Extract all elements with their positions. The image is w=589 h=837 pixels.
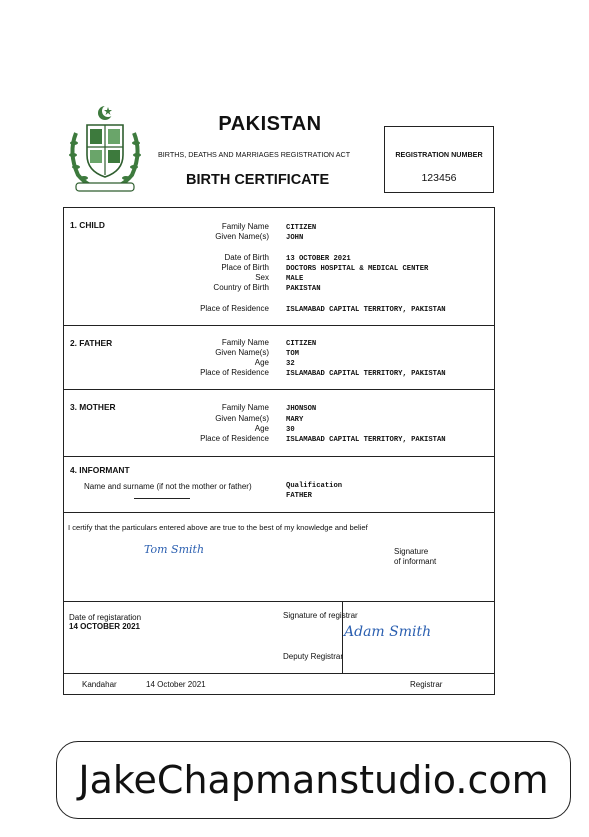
mother-age: 30 xyxy=(286,426,295,434)
father-age: 32 xyxy=(286,360,295,368)
child-dob-label: Date of Birth xyxy=(224,253,269,262)
child-dob: 13 OCTOBER 2021 xyxy=(286,255,351,263)
mother-family-name-label: Family Name xyxy=(221,403,269,412)
footer-date: 14 October 2021 xyxy=(146,680,206,689)
certificate-form xyxy=(63,207,495,695)
country-title: PAKISTAN xyxy=(218,113,322,135)
child-pob-label: Place of Birth xyxy=(221,263,269,272)
registration-number-box xyxy=(384,126,494,193)
deputy-registrar-label: Deputy Registrar xyxy=(283,652,344,661)
informant-heading: 4. INFORMANT xyxy=(70,465,130,475)
mother-age-label: Age xyxy=(254,424,269,433)
child-pob: DOCTORS HOSPITAL & MEDICAL CENTER xyxy=(286,265,429,273)
informant-signature-label-2: of informant xyxy=(394,557,437,566)
section-father xyxy=(64,326,494,390)
mother-given-names: MARY xyxy=(286,416,304,424)
father-residence-label: Place of Residence xyxy=(200,368,269,377)
registrar-signature: Adam Smith xyxy=(344,624,432,640)
mother-family-name: JHONSON xyxy=(286,405,317,413)
father-age-label: Age xyxy=(254,358,269,367)
registration-number-value: 123456 xyxy=(421,172,457,184)
child-family-name-label: Family Name xyxy=(221,222,269,231)
informant-qualification: FATHER xyxy=(286,492,312,500)
watermark-box xyxy=(56,741,571,819)
registration-number-label: REGISTRATION NUMBER xyxy=(395,150,483,159)
registration-act: BIRTHS, DEATHS AND MARRIAGES REGISTRATION ACT xyxy=(158,150,351,159)
child-given-names-label: Given Name(s) xyxy=(215,232,269,241)
child-residence-label: Place of Residence xyxy=(200,304,269,313)
informant-name-label: Name and surname (if not the mother or father) xyxy=(84,482,252,491)
section-certification xyxy=(64,513,494,602)
section-footer xyxy=(64,674,494,696)
informant-signature-label-1: Signature xyxy=(394,547,429,556)
informant-name-line xyxy=(134,498,190,499)
father-heading: 2. FATHER xyxy=(70,338,113,348)
registration-date: 14 OCTOBER 2021 xyxy=(69,622,140,631)
mother-heading: 3. MOTHER xyxy=(70,402,116,412)
child-residence: ISLAMABAD CAPITAL TERRITORY, PAKISTAN xyxy=(286,306,446,314)
section-mother xyxy=(64,390,494,457)
informant-qualification-label: Qualification xyxy=(286,482,343,490)
father-residence: ISLAMABAD CAPITAL TERRITORY, PAKISTAN xyxy=(286,370,446,378)
certificate-title: BIRTH CERTIFICATE xyxy=(186,172,330,188)
registrar-signature-label: Signature of registrar xyxy=(283,611,358,620)
child-country: PAKISTAN xyxy=(286,285,321,293)
mother-given-names-label: Given Name(s) xyxy=(215,414,269,423)
child-family-name: CITIZEN xyxy=(286,224,317,232)
child-given-names: JOHN xyxy=(286,234,304,242)
child-sex: MALE xyxy=(286,275,304,283)
registration-date-label: Date of registaration xyxy=(69,613,142,622)
child-heading: 1. CHILD xyxy=(70,220,105,230)
pakistan-emblem xyxy=(62,103,148,195)
father-given-names-label: Given Name(s) xyxy=(215,348,269,357)
certification-statement: I certify that the particulars entered above are true to the best of my knowledge and belief xyxy=(68,523,368,532)
child-sex-label: Sex xyxy=(255,273,269,282)
footer-registrar: Registrar xyxy=(410,680,443,689)
father-family-name-label: Family Name xyxy=(221,338,269,347)
footer-place: Kandahar xyxy=(82,680,117,689)
section-child xyxy=(64,208,494,326)
informant-signature: Tom Smith xyxy=(144,543,205,556)
watermark-text: JakeChapmanstudio.com xyxy=(78,758,549,802)
father-family-name: CITIZEN xyxy=(286,340,317,348)
father-given-names: TOM xyxy=(286,350,299,358)
child-country-label: Country of Birth xyxy=(213,283,269,292)
section-informant xyxy=(64,457,494,513)
mother-residence-label: Place of Residence xyxy=(200,434,269,443)
section-registration xyxy=(64,602,494,674)
mother-residence: ISLAMABAD CAPITAL TERRITORY, PAKISTAN xyxy=(286,436,446,444)
